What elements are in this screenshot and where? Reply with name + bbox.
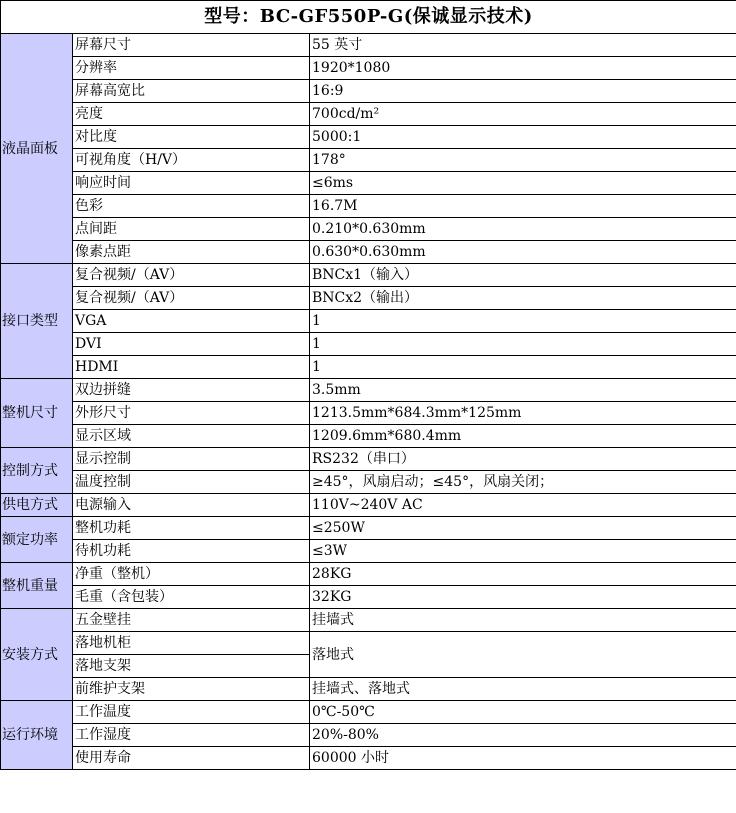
spec-value-cell: 3.5mm (310, 379, 736, 402)
spec-name-cell: 净重（整机） (73, 563, 310, 586)
spec-value-cell: ≤3W (310, 540, 736, 563)
category-cell: 整机重量 (1, 563, 73, 609)
spec-name-cell: 工作湿度 (73, 724, 310, 747)
spec-row (1, 701, 736, 724)
spec-value-cell: 0.210*0.630mm (310, 218, 736, 241)
spec-name-cell: 屏幕尺寸 (73, 34, 310, 57)
spec-name-cell: 待机功耗 (73, 540, 310, 563)
spec-row (1, 678, 736, 701)
spec-row (1, 563, 736, 586)
spec-value-cell: 1 (310, 333, 736, 356)
spec-name-cell: 屏幕高宽比 (73, 80, 310, 103)
spec-name-cell: 外形尺寸 (73, 402, 310, 425)
spec-name-cell: 显示控制 (73, 448, 310, 471)
spec-name-cell: 五金壁挂 (73, 609, 310, 632)
category-cell: 额定功率 (1, 517, 73, 563)
spec-value-cell: 1209.6mm*680.4mm (310, 425, 736, 448)
spec-row (1, 356, 736, 379)
spec-name-cell: 毛重（含包装） (73, 586, 310, 609)
spec-row (1, 172, 736, 195)
spec-name-cell: 对比度 (73, 126, 310, 149)
spec-name-cell: VGA (73, 310, 310, 333)
spec-row (1, 126, 736, 149)
spec-row (1, 402, 736, 425)
category-cell: 接口类型 (1, 264, 73, 379)
spec-row (1, 333, 736, 356)
spec-row (1, 264, 736, 287)
spec-value-cell: ≤6ms (310, 172, 736, 195)
spec-row (1, 540, 736, 563)
spec-value-cell: 28KG (310, 563, 736, 586)
spec-value-cell: RS232（串口） (310, 448, 736, 471)
title-row (1, 1, 736, 34)
category-cell: 整机尺寸 (1, 379, 73, 448)
spec-name-cell: 显示区域 (73, 425, 310, 448)
spec-name-cell: 复合视频/（AV） (73, 264, 310, 287)
spec-value-cell: 挂墙式、落地式 (310, 678, 736, 701)
spec-name-cell: 电源输入 (73, 494, 310, 517)
spec-row (1, 241, 736, 264)
spec-name-cell: 温度控制 (73, 471, 310, 494)
spec-name-cell: 复合视频/（AV） (73, 287, 310, 310)
spec-value-cell: 55 英寸 (310, 34, 736, 57)
spec-name-cell: 可视角度（H/V） (73, 149, 310, 172)
spec-value-cell: 60000 小时 (310, 747, 736, 770)
spec-name-cell: 整机功耗 (73, 517, 310, 540)
spec-name-cell: 前维护支架 (73, 678, 310, 701)
spec-name-cell: DVI (73, 333, 310, 356)
spec-value-cell: BNCx1（输入） (310, 264, 736, 287)
spec-value-cell: 挂墙式 (310, 609, 736, 632)
spec-name-cell: 点间距 (73, 218, 310, 241)
spec-value-cell: 20%-80% (310, 724, 736, 747)
spec-row (1, 609, 736, 632)
spec-value-cell: 落地式 (310, 632, 736, 678)
model-title: 型号：BC-GF550P-G(保诚显示技术) (1, 1, 736, 34)
spec-value-cell: 0℃-50℃ (310, 701, 736, 724)
category-cell: 控制方式 (1, 448, 73, 494)
spec-name-cell: 色彩 (73, 195, 310, 218)
spec-row (1, 57, 736, 80)
spec-name-cell: 落地支架 (73, 655, 310, 678)
spec-name-cell: 亮度 (73, 103, 310, 126)
spec-value-cell: 32KG (310, 586, 736, 609)
spec-name-cell: 使用寿命 (73, 747, 310, 770)
spec-name-cell: 响应时间 (73, 172, 310, 195)
spec-row (1, 517, 736, 540)
category-cell: 运行环境 (1, 701, 73, 770)
spec-row (1, 310, 736, 333)
spec-row (1, 494, 736, 517)
spec-row (1, 586, 736, 609)
spec-value-cell: 1920*1080 (310, 57, 736, 80)
spec-row (1, 195, 736, 218)
spec-name-cell: HDMI (73, 356, 310, 379)
spec-value-cell: BNCx2（输出） (310, 287, 736, 310)
spec-table-body (1, 1, 736, 770)
spec-value-cell: 1 (310, 310, 736, 333)
spec-row (1, 747, 736, 770)
spec-row (1, 471, 736, 494)
spec-name-cell: 双边拼缝 (73, 379, 310, 402)
spec-row (1, 218, 736, 241)
spec-row (1, 287, 736, 310)
spec-name-cell: 像素点距 (73, 241, 310, 264)
spec-row (1, 425, 736, 448)
category-cell: 液晶面板 (1, 34, 73, 264)
spec-value-cell: 5000:1 (310, 126, 736, 149)
spec-name-cell: 工作温度 (73, 701, 310, 724)
spec-value-cell: 0.630*0.630mm (310, 241, 736, 264)
spec-value-cell: ≤250W (310, 517, 736, 540)
spec-value-cell: 1213.5mm*684.3mm*125mm (310, 402, 736, 425)
spec-value-cell: 178° (310, 149, 736, 172)
spec-value-cell: 1 (310, 356, 736, 379)
spec-row (1, 632, 736, 655)
spec-value-cell: 110V~240V AC (310, 494, 736, 517)
spec-name-cell: 分辨率 (73, 57, 310, 80)
spec-row (1, 448, 736, 471)
category-cell: 供电方式 (1, 494, 73, 517)
spec-value-cell: 700cd/m² (310, 103, 736, 126)
spec-value-cell: ≥45°，风扇启动；≤45°，风扇关闭； (310, 471, 736, 494)
spec-row (1, 379, 736, 402)
spec-row (1, 103, 736, 126)
category-cell: 安装方式 (1, 609, 73, 701)
spec-row (1, 80, 736, 103)
spec-value-cell: 16:9 (310, 80, 736, 103)
spec-value-cell: 16.7M (310, 195, 736, 218)
spec-row (1, 149, 736, 172)
spec-row (1, 34, 736, 57)
spec-name-cell: 落地机柜 (73, 632, 310, 655)
spec-row (1, 724, 736, 747)
